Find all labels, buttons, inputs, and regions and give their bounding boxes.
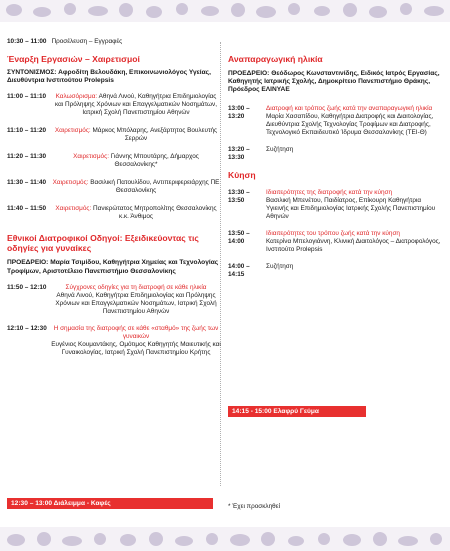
item-lead: Καλωσόρισμα: bbox=[55, 93, 98, 101]
talk-topic: Η σημασία της διατροφής σε κάθε «σταθμό» της ζωής των γυναικών bbox=[53, 324, 219, 340]
item-time: 11:00 – 11:10 bbox=[7, 93, 47, 101]
lunch-bar: 14:15 - 15:00 Ελαφρύ Γεύμα bbox=[228, 406, 366, 417]
item-text: Βασιλική Πατουλίδου, Αντιπεριφερειάρχης ΠΕ Θεσσαλονίκης bbox=[90, 179, 220, 195]
schedule-item bbox=[7, 93, 221, 117]
schedule-item bbox=[7, 127, 221, 143]
registration-text: Προσέλευση – Εγγραφές bbox=[51, 38, 123, 45]
left-column bbox=[7, 54, 221, 357]
talk-time: 13:30 – 13:50 bbox=[228, 188, 250, 204]
item-time: 11:20 – 11:30 bbox=[7, 153, 47, 161]
chair: ΠΡΟΕΔΡΕΙΟ: Μαρία Τσιμίδου, Καθηγήτρια Χημείας και Τεχνολογίας Τροφίμων, Αριστοτέλειο Πανεπιστήμιο Θεσσαλονίκης bbox=[7, 259, 219, 275]
registration-row bbox=[7, 38, 221, 46]
discussion-text: Συζήτηση bbox=[266, 262, 294, 270]
talk-item bbox=[7, 325, 221, 357]
vegetable-border-bottom bbox=[0, 527, 450, 551]
item-lead: Χαιρετισμός: bbox=[55, 205, 92, 213]
registration-time: 10:30 – 11:00 bbox=[7, 38, 47, 45]
item-text: Αθηνά Λινού, Καθηγήτρια Επιδημιολογίας και Πρόληψης Χρόνιων και Επαγγελματικών Νοσημάτων, Ιατρική Σχολή Πανεπιστημίου Αθηνών bbox=[55, 93, 217, 117]
footnote: * Έχει προσκληθεί bbox=[228, 503, 280, 510]
coffee-break-bar: 12:30 – 13:00 Διάλειμμα - Καφές bbox=[7, 498, 213, 509]
talk-topic: Σύγχρονες οδηγίες για τη διατροφή σε κάθε ηλικία bbox=[65, 283, 207, 291]
talk-time: 11:50 – 12:10 bbox=[7, 283, 47, 291]
chair: ΠΡΟΕΔΡΕΙΟ: Θεόδωρος Κωνσταντινίδης, Ειδικός Ιατρός Εργασίας, Καθηγητής Ιατρικής Σχολής, Δημοκρίτειο Πανεπιστήμιο Θράκης, Πρόεδρος ΕΛΙΝΥΑΕ bbox=[228, 70, 440, 94]
discussion-item bbox=[228, 146, 444, 162]
item-text: Γιάννης Μπουτάρης, Δήμαρχος Θεσσαλονίκης* bbox=[110, 153, 199, 169]
talk-item bbox=[228, 230, 444, 254]
item-time: 11:40 – 11:50 bbox=[7, 205, 47, 213]
talk-item bbox=[228, 105, 444, 137]
item-lead: Χαιρετισμός: bbox=[52, 179, 89, 187]
section-title-opening: Έναρξη Εργασιών – Χαιρετισμοί bbox=[7, 54, 140, 64]
item-time: 11:10 – 11:20 bbox=[7, 127, 47, 135]
talk-speaker: Κατερίνα Μπελογιάννη, Κλινική Διαιτολόγος – Διατροφολόγος, Ινστιτούτο Prolepsis bbox=[266, 237, 441, 253]
talk-time: 12:10 – 12:30 bbox=[7, 324, 47, 332]
talk-speaker: Ευγένιος Κουμαντάκης, Ομότιμος Καθηγητής Μαιευτικής και Γυναικολογίας, Ιατρική Σχολή Πανεπιστημίου Κρήτης bbox=[51, 340, 221, 356]
talk-item bbox=[7, 284, 221, 316]
item-time: 11:30 – 11:40 bbox=[7, 179, 47, 187]
coordination: ΣΥΝΤΟΝΙΣΜΟΣ: Αφροδίτη Βελουδάκη, Επικοινωνιολόγος Υγείας, Διευθύντρια Ινστιτούτου Prolepsis bbox=[7, 69, 211, 85]
schedule-item bbox=[7, 153, 221, 169]
item-text: Πανιερώτατος Μητροπολίτης Θεσσαλονίκης κ.κ. Άνθιμος bbox=[93, 205, 217, 221]
section-title-reproductive: Αναπαραγωγική ηλικία bbox=[228, 54, 323, 64]
talk-time: 13:00 – 13:20 bbox=[228, 104, 250, 120]
schedule-item bbox=[7, 205, 221, 221]
discussion-time: 13:20 – 13:30 bbox=[228, 145, 250, 161]
item-lead: Χαιρετισμός: bbox=[73, 153, 109, 161]
talk-speaker: Μαρία Χασαπίδου, Καθηγήτρια Διατροφής και Διαιτολογίας, Διευθύντρια Σχολής Τεχνολογίας Τροφίμων και Διατροφής, Τεχνολογικό Εκπαιδευτικό Ίδρυμα Θεσσαλονίκης (ΤΕΙ-Θ) bbox=[266, 112, 434, 136]
schedule-item bbox=[7, 179, 221, 195]
item-lead: Χαιρετισμός: bbox=[54, 127, 91, 135]
discussion-time: 14:00 – 14:15 bbox=[228, 262, 250, 278]
talk-topic: Ιδιαιτερότητες του τρόπου ζωής κατά την κύηση bbox=[266, 229, 400, 237]
section-title-guidelines: Εθνικοί Διατροφικοί Οδηγοί: Εξειδικεύοντας τις οδηγίες για γυναίκες bbox=[7, 233, 199, 254]
talk-speaker: Αθηνά Λινού, Καθηγήτρια Επιδημιολογίας και Πρόληψης Χρόνιων και Επαγγελματικών Νοσημάτων, Ιατρική Σχολή Πανεπιστημίου Αθηνών bbox=[55, 291, 217, 315]
talk-speaker: Βασιλική Μπενέτου, Παιδίατρος, Επίκουρη Καθηγήτρια Υγιεινής και Επιδημιολογίας Ιατρικής Σχολής Πανεπιστημίου Αθηνών bbox=[266, 196, 436, 220]
item-text: Μάρκος Μπόλαρης, Ανεξάρτητος Βουλευτής Σερρών bbox=[92, 127, 218, 143]
talk-topic: Διατροφή και τρόπος ζωής κατά την αναπαραγωγική ηλικία bbox=[266, 104, 433, 112]
section-title-pregnancy: Κύηση bbox=[228, 169, 256, 180]
vegetable-border-top bbox=[0, 0, 450, 22]
talk-topic: Ιδιαιτερότητες της διατροφής κατά την κύηση bbox=[266, 188, 393, 196]
talk-time: 13:50 – 14:00 bbox=[228, 229, 250, 245]
right-column bbox=[228, 54, 444, 279]
talk-item bbox=[228, 189, 444, 221]
discussion-text: Συζήτηση bbox=[266, 145, 294, 153]
discussion-item bbox=[228, 263, 444, 279]
